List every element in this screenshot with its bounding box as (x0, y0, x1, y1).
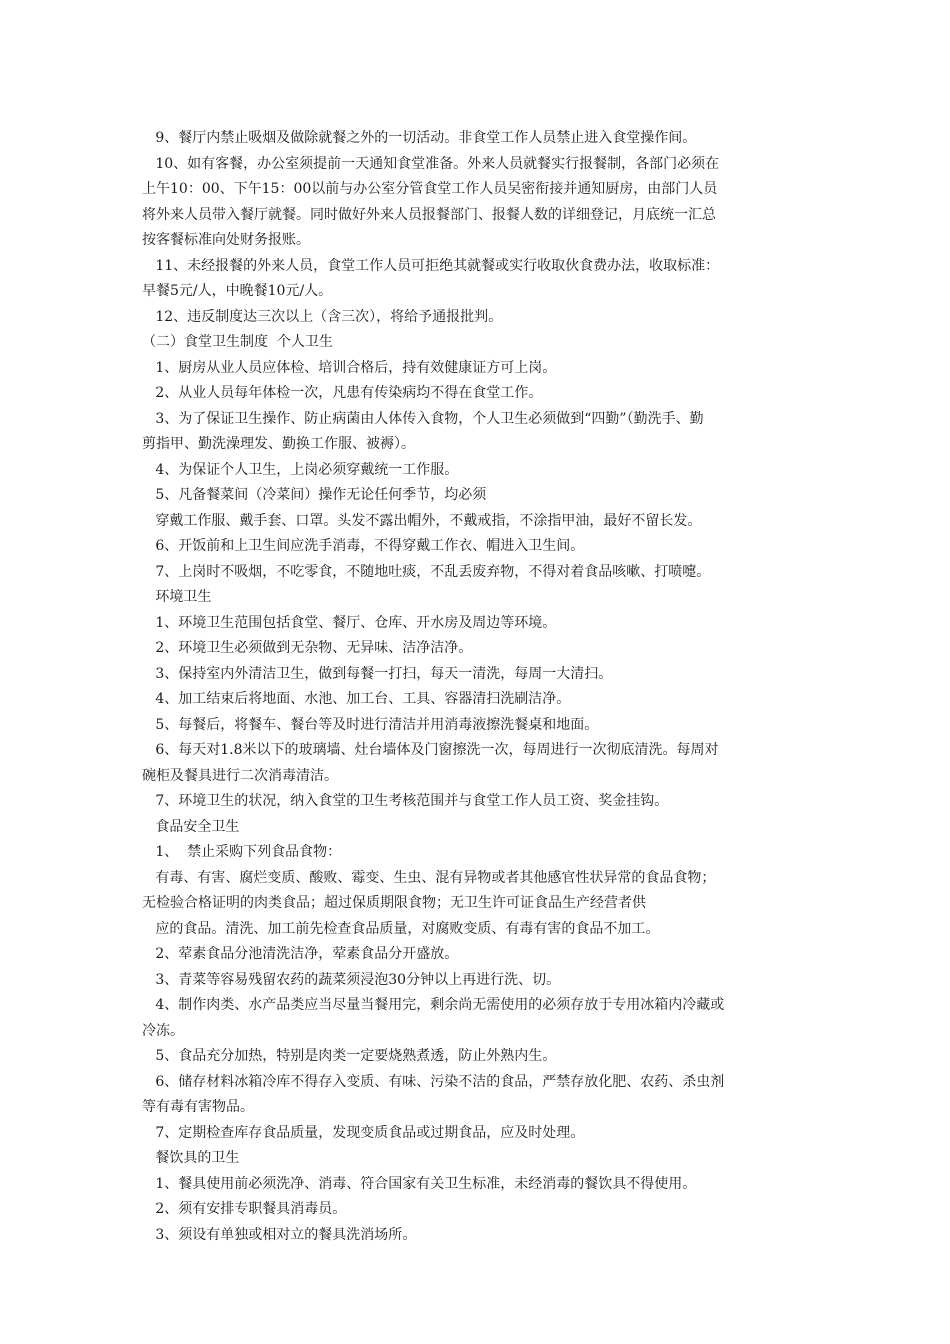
text-line: 餐饮具的卫生 (142, 1150, 240, 1166)
text-line: 2、从业人员每年体检一次，凡患有传染病均不得在食堂工作。 (142, 385, 543, 401)
text-line: 剪指甲、勤洗澡理发、勤换工作服、被褥）。 (142, 436, 415, 452)
text-line: 10、如有客餐，办公室须提前一天通知食堂准备。外来人员就餐实行报餐制，各部门必须在 (142, 155, 720, 172)
text-line: 7、上岗时不吸烟，不吃零食，不随地吐痰，不乱丢废弃物，不得对着食品咳嗽、打喷嚏。 (142, 563, 711, 580)
text-line: 2、荤素食品分池清洗洁净，荤素食品分开盛放。 (142, 946, 459, 962)
text-line: 5、凡备餐菜间（冷菜间）操作无论任何季节，均必须 (142, 487, 487, 503)
text-line: 2、须有安排专职餐具消毒员。 (142, 1201, 347, 1217)
text-line: 3、为了保证卫生操作、防止病菌由人体传入食物，个人卫生必须做到“四勤”（勤洗手、勤 (142, 410, 704, 427)
text-line: 环境卫生 (142, 589, 212, 605)
text-line: 1、餐具使用前必须洗净、消毒、符合国家有关卫生标准，未经消毒的餐饮具不得使用。 (142, 1175, 697, 1192)
text-line: 上午10：00、下午15：00以前与办公室分管食堂工作人员吴密衔接并通知厨房，由部门人员 (142, 181, 718, 197)
text-line: 5、每餐后，将餐车、餐台等及时进行清洁并用消毒液擦洗餐桌和地面。 (142, 716, 599, 733)
text-line: 有毒、有害、腐烂变质、酸败、霉变、生虫、混有异物或者其他感官性状异常的食品食物； (142, 869, 716, 886)
text-line: 9、餐厅内禁止吸烟及做除就餐之外的一切活动。非食堂工作人员禁止进入食堂操作间。 (142, 130, 697, 146)
text-line: 1、 禁止采购下列食品食物： (142, 844, 342, 860)
text-line: 12、违反制度达三次以上（含三次），将给予通报批判。 (142, 308, 503, 325)
text-line: 食品安全卫生 (142, 818, 240, 835)
text-line: 4、为保证个人卫生，上岗必须穿戴统一工作服。 (142, 461, 459, 478)
text-line: 2、环境卫生必须做到无杂物、无异味、洁净洁净。 (142, 640, 473, 656)
text-line: 1、厨房从业人员应体检、培训合格后，持有效健康证方可上岗。 (142, 359, 557, 376)
text-line: 4、加工结束后将地面、水池、加工台、工具、容器清扫洗刷洁净。 (142, 691, 571, 707)
text-line: 应的食品。清洗、加工前先检查食品质量，对腐败变质、有毒有害的食品不加工。 (142, 920, 660, 937)
text-line: 6、每天对1.8米以下的玻璃墙、灶台墙体及门窗擦洗一次，每周进行一次彻底清洗。每周对 (142, 742, 719, 758)
text-line: 4、制作肉类、水产品类应当尽量当餐用完，剩余尚无需使用的必须存放于专用冰箱内冷藏或 (142, 997, 725, 1013)
text-line: 3、青菜等容易残留农药的蔬菜须浸泡30分钟以上再进行洗、切。 (142, 971, 561, 988)
text-line: 早餐5元/人，中晚餐10元/人。 (142, 283, 333, 299)
text-line: 按客餐标准向处财务报账。 (142, 232, 310, 248)
text-line: 1、环境卫生范围包括食堂、餐厅、仓库、开水房及周边等环境。 (142, 614, 557, 631)
text-line: （二）食堂卫生制度 个人卫生 (142, 334, 333, 350)
document-body (142, 126, 812, 1248)
text-line: 等有毒有害物品。 (142, 1099, 254, 1115)
text-line: 3、保持室内外清洁卫生，做到每餐一打扫，每天一清洗，每周一大清扫。 (142, 665, 613, 682)
text-line: 11、未经报餐的外来人员，食堂工作人员可拒绝其就餐或实行收取伙食费办法，收取标准： (142, 257, 720, 274)
text-line: 7、环境卫生的状况，纳入食堂的卫生考核范围并与食堂工作人员工资、奖金挂钩。 (142, 793, 669, 809)
text-line: 6、开饭前和上卫生间应洗手消毒，不得穿戴工作衣、帽进入卫生间。 (142, 538, 585, 554)
text-line: 6、储存材料冰箱冷库不得存入变质、有味、污染不洁的食品，严禁存放化肥、农药、杀虫剂 (142, 1073, 725, 1090)
text-line: 将外来人员带入餐厅就餐。同时做好外来人员报餐部门、报餐人数的详细登记，月底统一汇总 (142, 206, 716, 223)
text-line: 碗柜及餐具进行二次消毒清洁。 (142, 767, 338, 784)
text-line: 无检验合格证明的肉类食品；超过保质期限食物；无卫生许可证食品生产经营者供 (142, 895, 646, 911)
text-line: 3、须设有单独或相对立的餐具洗消场所。 (142, 1226, 417, 1243)
text-line: 穿戴工作服、戴手套、口罩。头发不露出帽外，不戴戒指，不涂指甲油，最好不留长发。 (142, 512, 702, 529)
text-line: 7、定期检查库存食品质量，发现变质食品或过期食品，应及时处理。 (142, 1124, 585, 1141)
text-line: 5、食品充分加热，特别是肉类一定要烧熟煮透，防止外熟内生。 (142, 1048, 557, 1064)
text-line: 冷冻。 (142, 1022, 184, 1039)
